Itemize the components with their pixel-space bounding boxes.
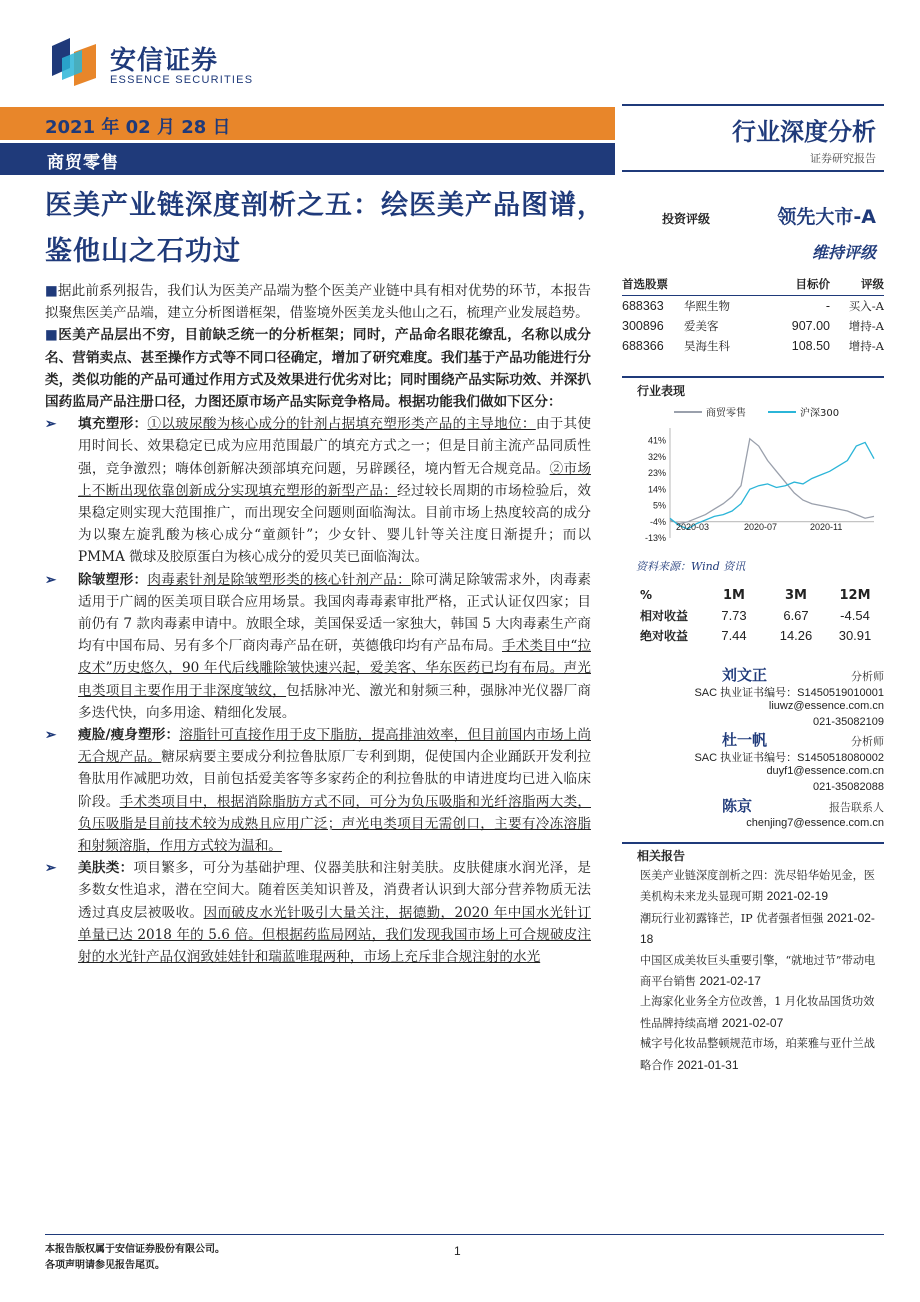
list-item[interactable]: 中国区成美妆巨头重要引擎，“就地过节”带动电商平台销售 2021-02-17 xyxy=(640,953,876,989)
analyst-card: 陈京 报告联系人 chenjing7@essence.com.cn xyxy=(722,797,884,829)
company-name-en: ESSENCE SECURITIES xyxy=(110,74,254,86)
divider xyxy=(45,1234,884,1235)
table-row: 相对收益 7.73 6.67 -4.54 xyxy=(640,607,870,623)
industry-title: 行业表现 xyxy=(637,384,686,398)
table-row: 688366 昊海生科 108.50 增持-A xyxy=(622,339,884,353)
list-item: ➢ 美肤类：项目繁多，可分为基础护理、仪器美肤和注射美肤。皮肤健康水润光泽，是多数女性追求，潜在空间大。随着医美知识普及，消费者认识到大部分营养物质无法透过真皮层被吸收。因而破皮水光针吸引大量关注，据德勤，2020 年中国水光针订单量已达 2018 年的 5.6 倍。但根据药监局网站，我们发现我国市场上可合规破皮注射的水光针产品仅润致娃娃针和瑞蓝唯琨两种，市场上充斥非合规注射的水光 xyxy=(45,857,591,968)
divider xyxy=(622,104,884,106)
y-tick-label: -4% xyxy=(649,516,666,527)
arrow-bullet-icon: ➢ xyxy=(45,416,57,433)
table-row: 绝对收益 7.44 14.26 30.91 xyxy=(640,627,872,643)
disclaimer-note: 各项声明请参见报告尾页。 xyxy=(45,1260,165,1271)
table-row: 688363 华熙生物 - 买入-A xyxy=(622,299,884,313)
y-tick-label: 23% xyxy=(647,468,666,479)
list-item[interactable]: 医美产业链深度剖析之四：洗尽铅华始见金，医美机构未来龙头显现可期 2021-02-19 xyxy=(640,869,875,904)
list-item[interactable]: 上海家化业务全方位改善，1 月化妆品国货功效性品牌持续高增 2021-02-07 xyxy=(640,995,875,1030)
summary-paragraph: ■据此前系列报告，我们认为医美产品端为整个医美产业链中具有相对优势的环节，本报告拟聚焦医美产品端，建立分析图谱框架，借鉴境外医美龙头他山之石，梳理产业发展趋势。 xyxy=(45,283,591,322)
essence-logo-icon xyxy=(52,38,96,88)
divider xyxy=(622,170,884,172)
list-item: ➢ 除皱塑形：肉毒素针剂是除皱塑形类的核心针剂产品：除可满足除皱需求外，肉毒素适用于广阔的医美项目联合应用场景。我国肉毒毒素审批严格，正式认证仅四家；目前仍有 7 款肉毒素申请中。放眼全球，美国保妥适一家独大，韩国 5 大肉毒素生产商均有中国布局、另有多个厂商肉毒产品在研，英德俄印均有产品布局。手术类目中“拉皮术”历史悠久，90 年代后线雕除皱快速兴起，爱美客、华东医药已均有布局。声光电类项目主要作用于非深度皱纹，包括脉冲光、激光和射频三种，强脉冲光仪器厂商多迭代快，向多用途、精细化发展。 xyxy=(45,569,591,724)
square-bullet-icon: ■ xyxy=(45,327,59,344)
y-tick-label: -13% xyxy=(644,533,666,543)
rating-value: 领先大市-A xyxy=(777,206,876,228)
list-item[interactable]: 潮玩行业初露锋芒，IP 优者强者恒强 2021-02-18 xyxy=(640,910,875,947)
arrow-bullet-icon: ➢ xyxy=(45,571,57,588)
series-line xyxy=(670,439,874,524)
x-tick-label: 2020-03 xyxy=(676,521,710,532)
square-bullet-icon: ■ xyxy=(45,283,58,299)
sector-name: 商贸零售 xyxy=(47,153,119,173)
report-date: 2021 年 02 月 28 日 xyxy=(45,117,231,138)
related-title: 相关报告 xyxy=(637,849,686,863)
y-tick-label: 5% xyxy=(652,500,666,511)
industry-chart xyxy=(622,398,884,558)
analyst-card: 杜一帆 分析师 SAC 执业证书编号：S1450518080002 duyf1@essence.com.cn 021-35082088 xyxy=(694,731,884,793)
list-item[interactable]: 械字号化妆品整顿规范市场，珀莱雅与亚什兰战略合作 2021-01-31 xyxy=(640,1037,875,1072)
analyst-card: 刘文正 分析师 SAC 执业证书编号：S1450519010001 liuwz@essence.com.cn 021-35082109 xyxy=(694,666,884,728)
company-name-cn: 安信证券 xyxy=(110,46,219,76)
page-title: 医美产业链深度剖析之五：绘医美产品图谱，鉴他山之石功过 xyxy=(45,190,605,267)
table-header: 首选股票 目标价 评级 xyxy=(622,276,884,296)
chart-source: 资料来源：Wind 资讯 xyxy=(636,560,746,573)
arrow-bullet-icon: ➢ xyxy=(45,727,57,744)
rating-status: 维持评级 xyxy=(811,243,876,262)
related-reports-list xyxy=(640,866,884,1076)
page-number: 1 xyxy=(454,1244,461,1258)
copyright-note: 本报告版权属于安信证券股份有限公司。 xyxy=(45,1244,225,1255)
rating-label: 投资评级 xyxy=(662,212,711,226)
arrow-bullet-icon: ➢ xyxy=(45,860,57,877)
report-body xyxy=(45,280,591,968)
framework-paragraph: ■医美产品层出不穷，目前缺乏统一的分析框架；同时，产品命名眼花缭乱，名称以成分名、营销卖点、甚至操作方式等不同口径确定，增加了研究难度。我们基于产品功能进行分类，类似功能的产品可通过作用方式及效果进行优劣对比；同时围绕产品实际功效、并深扒国药监局产品注册口径，力图还原市场产品实际竞争格局。根据功能我们做如下区分： xyxy=(45,327,591,411)
table-row: 300896 爱美客 907.00 增持-A xyxy=(622,319,884,333)
y-tick-label: 41% xyxy=(647,435,666,446)
list-item: ➢ 瘦脸/瘦身塑形：溶脂针可直接作用于皮下脂肪，提高排油效率，但目前国内市场上尚无合规产品。糖尿病要主要成分利拉鲁肽原厂专利到期，促使国内企业踊跃开发利拉鲁肽用作减肥功效，目前包括爱美客等多家药企的利拉鲁肽的申请进度均已进入临床阶段。手术类项目中，根据消除脂肪方式不同，可分为负压吸脂和光纤溶脂两大类，负压吸脂是目前技术较为成熟且应用广泛；声光电类项目无需创口，主要有冷冻溶脂和射频溶脂，作用方式较为温和。 xyxy=(45,724,591,857)
y-tick-label: 32% xyxy=(647,451,666,462)
list-item: ➢ 填充塑形：①以玻尿酸为核心成分的针剂占据填充塑形类产品的主导地位：由于其使用时间长、效果稳定已成为应用范围最广的填充方式之一；但是目前主流产品同质性强，竞争激烈；嗨体创新解决颈部填充问题，另辟蹊径，境内暂无合规竞品。②市场上不断出现依靠创新成分实现填充塑形的新型产品：经过较长周期的市场检验后，效果稳定则实现大范围推广，而出现安全问题则面临淘汰。目前市场上热度较高的成分为以聚左旋乳酸为核心成分“童颜针”；少女针、婴儿针等关注度日渐提升；而以 PMMA 微球及胶原蛋白为核心成分的爱贝芙已面临淘汰。 xyxy=(45,413,591,568)
divider xyxy=(622,842,884,844)
y-tick-label: 14% xyxy=(647,484,666,495)
x-tick-label: 2020-07 xyxy=(744,521,778,532)
report-type: 行业深度分析 xyxy=(732,118,876,146)
returns-table xyxy=(622,585,884,645)
preferred-stocks-table xyxy=(622,276,884,356)
report-subtype: 证券研究报告 xyxy=(810,152,876,165)
legend-label: 沪深300 xyxy=(800,408,840,419)
x-tick-label: 2020-11 xyxy=(810,521,843,532)
legend-label: 商贸零售 xyxy=(706,408,746,419)
divider xyxy=(622,376,884,378)
table-header: % 1M 3M 12M xyxy=(640,587,871,603)
